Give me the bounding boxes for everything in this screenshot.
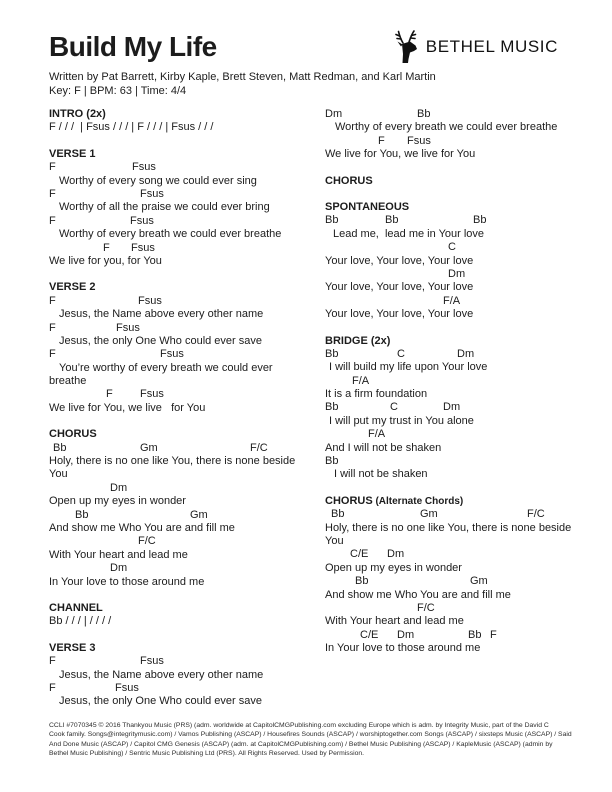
chord: F/A xyxy=(352,374,370,387)
chord: Fsus xyxy=(131,241,155,254)
right-column xyxy=(325,108,601,709)
chord-line xyxy=(49,682,325,695)
chord: Dm xyxy=(448,267,466,280)
chord: Bb xyxy=(53,441,67,454)
lyric-line: You xyxy=(325,535,344,547)
chart-columns xyxy=(49,108,600,709)
song-title: Build My Life xyxy=(49,31,217,62)
chord: Fsus xyxy=(116,321,140,334)
chord: Bb xyxy=(325,455,339,468)
chord-line xyxy=(49,535,325,548)
chord-line xyxy=(325,401,601,414)
chord: F xyxy=(49,214,56,227)
lyric-line: You’re worthy of every breath we could ever xyxy=(59,361,273,374)
song-section xyxy=(49,602,325,629)
lyric-line: We live for You, we live for You xyxy=(49,401,206,414)
chord: F xyxy=(49,187,56,200)
lyric-line: I will not be shaken xyxy=(334,468,428,481)
chord: Gm xyxy=(140,441,158,454)
lyric-line: I will put my trust in You alone xyxy=(329,414,474,427)
song-section xyxy=(49,428,325,589)
chord: F xyxy=(49,294,56,307)
lyric-line: Your love, Your love, Your love xyxy=(325,308,474,321)
lyric-line: Worthy of all the praise we could ever bring xyxy=(59,201,270,214)
chord: F xyxy=(49,681,56,694)
lyric-line: Open up my eyes in wonder xyxy=(325,561,462,574)
chord-line xyxy=(325,629,601,642)
chord: C xyxy=(390,401,398,414)
song-byline: Written by Pat Barrett, Kirby Kaple, Brett Steven, Matt Redman, and Karl Martin xyxy=(49,71,436,83)
lyric-line: Jesus, the only One Who could ever save xyxy=(59,334,262,347)
song-section xyxy=(325,495,601,656)
chord: Bb xyxy=(468,628,482,641)
chord: F/A xyxy=(443,294,461,307)
copyright-line: Cook family. Songs@integritymusic.com) / Vamos Publishing (ASCAP) / Housefires Sounds (ASCAP) / worshiptogether.com Songs (ASCAP) / sixsteps Music (ASCAP) / Said xyxy=(49,731,572,739)
chord: F xyxy=(49,655,56,668)
lyric-line: And show me Who You are and fill me xyxy=(325,588,511,601)
lyric-line: And show me Who You are and fill me xyxy=(49,522,235,534)
chord-line xyxy=(49,482,325,495)
section-heading: BRIDGE (2x) xyxy=(325,334,391,347)
chord-line xyxy=(325,241,601,254)
chord: Dm xyxy=(325,108,343,120)
chord-line xyxy=(49,388,325,401)
chord: Fsus xyxy=(115,681,139,694)
chord: Bb xyxy=(385,214,399,227)
chord: Dm xyxy=(443,401,461,414)
chord-line xyxy=(325,268,601,281)
chord: F/A xyxy=(368,428,386,441)
chord: Dm xyxy=(110,562,128,575)
chord-line xyxy=(49,322,325,335)
lyric-line: We live for you, for You xyxy=(49,254,162,267)
section-heading: VERSE 1 xyxy=(49,147,96,160)
lyric-line: We live for You, we live for You xyxy=(325,148,476,161)
chord: Gm xyxy=(190,508,208,521)
chord: Fsus xyxy=(130,214,154,227)
song-section xyxy=(49,642,325,709)
chord: C xyxy=(448,241,456,254)
lyric-line: With Your heart and lead me xyxy=(325,615,464,628)
lyric-line: And I will not be shaken xyxy=(325,441,442,454)
song-section xyxy=(49,281,325,415)
section-heading: CHORUS xyxy=(325,174,373,187)
chord: Fsus xyxy=(140,388,164,401)
lyric-line: Holy, there is no one like You, there is none beside xyxy=(49,455,296,468)
bethel-music-logo xyxy=(395,30,558,64)
chord-line xyxy=(325,575,601,588)
chord: C/E xyxy=(350,548,369,561)
chord: F/C xyxy=(417,601,435,614)
copyright-line: And Done Music (ASCAP) / Capitol CMG Genesis (ASCAP) (adm. at CapitolCMGPublishing.com) / Bethel Music Publishing (ASCAP) / KapleMusic (ASCAP) (admin by xyxy=(49,740,553,748)
chord: F xyxy=(49,348,56,361)
song-section xyxy=(325,201,601,322)
song-section xyxy=(325,335,601,482)
song-section xyxy=(325,175,601,188)
lyric-line: Holy, there is no one like You, there is none beside xyxy=(325,521,572,534)
chord-line xyxy=(49,509,325,522)
lyric-line: breathe xyxy=(49,375,87,388)
lyric-line: You xyxy=(49,468,68,481)
chord: Dm xyxy=(397,628,415,641)
chord-line xyxy=(325,135,601,148)
song-section xyxy=(325,108,601,162)
chord: Gm xyxy=(470,575,488,588)
lyric-line: With Your heart and lead me xyxy=(49,548,188,561)
lyric-line: It is a firm foundation xyxy=(325,388,428,401)
chord-line xyxy=(325,348,601,361)
copyright-footer xyxy=(49,721,590,758)
chord: F xyxy=(378,134,385,147)
chord-line xyxy=(49,242,325,255)
chord: Fsus xyxy=(138,294,162,307)
chord-line xyxy=(325,508,601,521)
chord: Bb xyxy=(331,508,345,521)
deer-icon xyxy=(395,30,419,64)
lyric-line: Your love, Your love, Your love xyxy=(325,254,474,267)
chord: Fsus xyxy=(140,655,164,668)
chord: F xyxy=(49,321,56,334)
section-heading: CHORUS (Alternate Chords) xyxy=(325,494,464,507)
lyric-line: Jesus, the Name above every other name xyxy=(59,308,264,321)
section-heading: CHANNEL xyxy=(49,601,103,614)
lyric-line: Worthy of every breath we could ever breathe xyxy=(59,228,282,241)
chord-line xyxy=(49,215,325,228)
chord: C/E xyxy=(360,628,379,641)
chord: Fsus xyxy=(140,187,164,200)
chord: F xyxy=(103,241,110,254)
chord-line xyxy=(325,108,601,121)
chord-line xyxy=(49,655,325,668)
chord: Fsus xyxy=(407,134,431,147)
chord-line xyxy=(325,375,601,388)
chord-run-line: Bb / / / | / / / / xyxy=(49,615,112,628)
chord: F xyxy=(49,161,56,174)
song-section xyxy=(49,148,325,269)
lyric-line: In Your love to those around me xyxy=(325,642,481,655)
chord-line xyxy=(325,602,601,615)
lyric-line: Jesus, the Name above every other name xyxy=(59,668,264,681)
lyric-line: Jesus, the only One Who could ever save xyxy=(59,695,262,708)
chord-line xyxy=(49,348,325,361)
chord: Dm xyxy=(457,347,475,360)
lyric-line: In Your love to those around me xyxy=(49,575,205,588)
chord-line xyxy=(49,295,325,308)
chord: F xyxy=(490,628,497,641)
chord-line xyxy=(49,442,325,455)
section-heading: VERSE 2 xyxy=(49,281,96,294)
section-heading: CHORUS xyxy=(49,428,97,441)
section-heading: SPONTANEOUS xyxy=(325,200,410,213)
lyric-line: I will build my life upon Your love xyxy=(329,361,488,374)
chord: F xyxy=(106,388,113,401)
chord: Bb xyxy=(325,401,339,414)
song-meta: Key: F | BPM: 63 | Time: 4/4 xyxy=(49,85,187,97)
chord-line xyxy=(325,428,601,441)
lyric-line: Lead me, lead me in Your love xyxy=(333,227,485,240)
lyric-line: Worthy of every breath we could ever breathe xyxy=(335,121,558,134)
chord: C xyxy=(397,347,405,360)
copyright-line: CCLI #7070345 © 2016 Thankyou Music (PRS) (adm. worldwide at CapitolCMGPublishing.com excluding Europe which is adm. by Integrity Music, part of the David C xyxy=(49,722,549,729)
chord: Bb xyxy=(417,108,431,120)
chord: Dm xyxy=(387,548,405,561)
chord-line xyxy=(325,295,601,308)
chord-line xyxy=(49,562,325,575)
chord: F/C xyxy=(527,508,545,521)
chord-line xyxy=(325,214,601,227)
chord-run-line: F / / / | Fsus / / / | F / / / | Fsus / / / xyxy=(49,121,214,134)
chord: Bb xyxy=(355,575,369,588)
chord: Dm xyxy=(110,481,128,494)
section-heading: INTRO (2x) xyxy=(49,108,106,120)
chord: Bb xyxy=(473,214,487,227)
chord: F/C xyxy=(250,441,268,454)
chord-line xyxy=(49,188,325,201)
logo-wordmark: BETHEL MUSIC xyxy=(425,37,558,56)
lyric-line: Worthy of every song we could ever sing xyxy=(59,174,257,187)
section-heading-suffix: (Alternate Chords) xyxy=(372,495,464,507)
chord: Fsus xyxy=(132,161,156,174)
chord: Gm xyxy=(420,508,438,521)
lyric-line: Your love, Your love, Your love xyxy=(325,281,474,294)
chord: Fsus xyxy=(160,348,184,361)
lyric-line: Open up my eyes in wonder xyxy=(49,495,186,508)
left-column xyxy=(49,108,325,709)
section-heading: VERSE 3 xyxy=(49,641,96,654)
chord-line xyxy=(325,455,601,468)
chord-line xyxy=(49,161,325,174)
chord: F/C xyxy=(138,535,156,548)
chord-line xyxy=(325,548,601,561)
song-section xyxy=(49,108,325,135)
chord: Bb xyxy=(325,214,339,227)
copyright-line: Bethel Music Publishing) / Sentric Music Publishing Ltd (PRS). All Rights Reserved. Used by Permission. xyxy=(49,749,365,757)
chord: Bb xyxy=(75,508,89,521)
chord: Bb xyxy=(325,347,339,360)
